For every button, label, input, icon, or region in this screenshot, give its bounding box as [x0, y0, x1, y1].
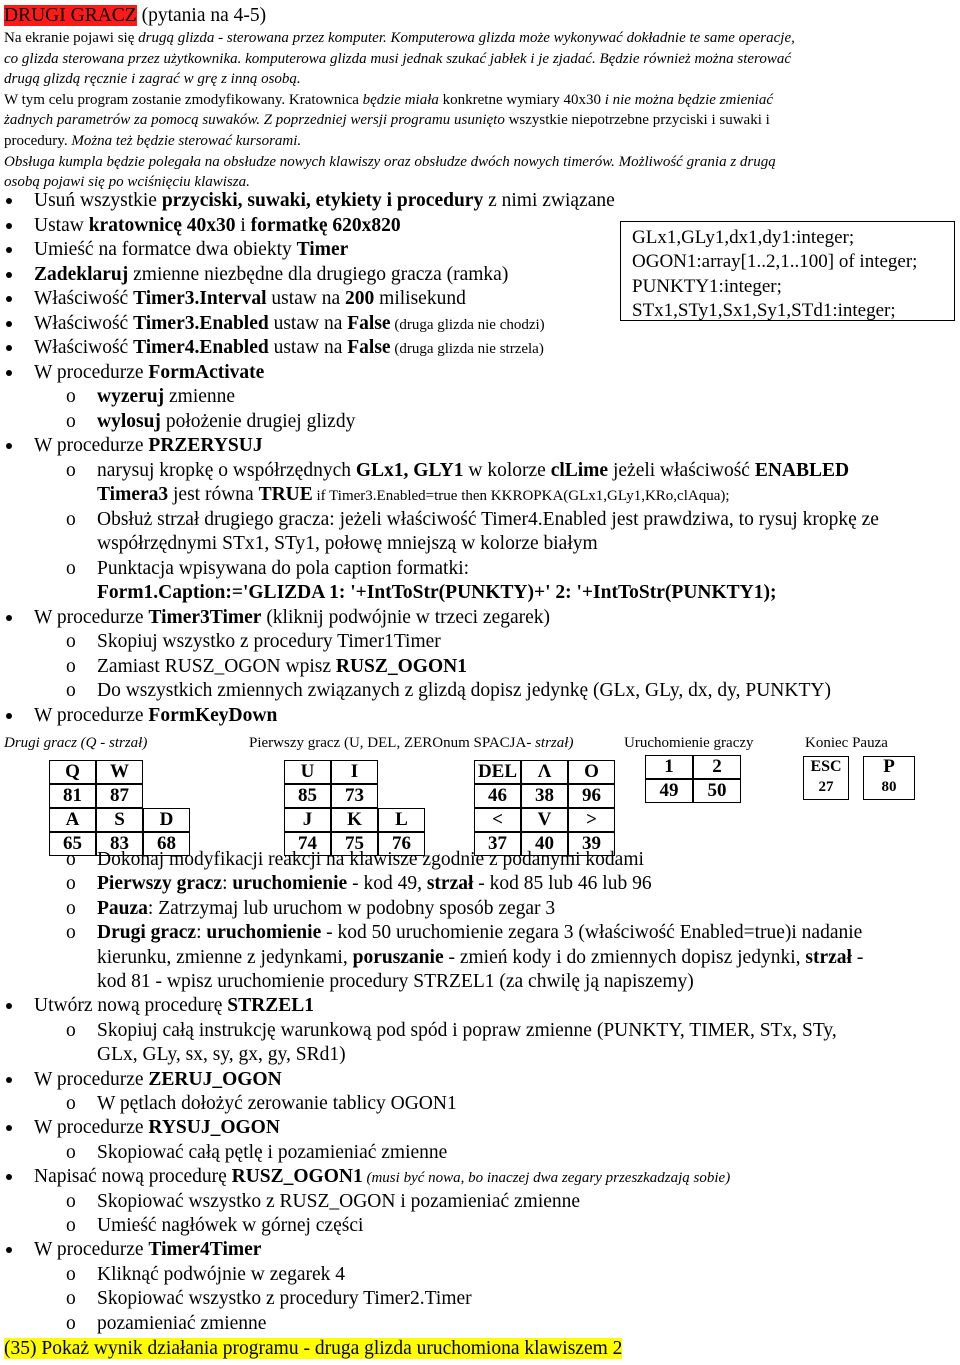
item-text: [97, 630, 441, 654]
text-run: RYSUJ_OGON: [148, 1117, 280, 1139]
item-text: [34, 189, 615, 213]
item-text: [97, 1043, 346, 1067]
text-run: W procedurze: [34, 361, 149, 383]
text-run: GLx, GLy, sx, sy, gx, gy, SRd1): [97, 1044, 346, 1066]
item-text: [97, 1312, 266, 1336]
text-run: zmienne niezbędne dla drugiego gracza (ramka): [128, 263, 509, 285]
text-run: False: [347, 337, 391, 358]
player2-key-cell: A: [49, 808, 96, 832]
text-run: W procedurze: [34, 606, 149, 628]
key-header-start: Uruchomienie graczy: [624, 735, 754, 751]
player1-key-cell: I: [331, 760, 378, 784]
text-run: żadnych parametrów za pomocą suwaków. Z poprzedniej wersji programu usunięto: [4, 112, 509, 129]
circle-marker-icon: o: [66, 1093, 76, 1114]
circle-marker-icon: o: [66, 1263, 76, 1285]
item-text: [97, 1092, 457, 1116]
text-run: False: [347, 312, 391, 334]
circle-marker-icon: o: [66, 1141, 76, 1163]
text-run: Obsługa kumpla będzie polegała na obsłudze nowych klawiszy oraz obsłudze dwóch nowych timerów. Możliwość grania z drugą: [4, 153, 776, 170]
text-run: Timer4Timer: [148, 1239, 262, 1261]
item-text: [34, 704, 277, 728]
item-text: [97, 679, 831, 703]
item-text: [97, 459, 849, 483]
text-run: Obsłuż strzał drugiego gracza: jeżeli właściwość Timer4.Enabled jest prawdziwa, to rysuj kropkę ze: [97, 508, 879, 530]
intro-line: [4, 131, 954, 152]
text-run: - kod 49,: [347, 873, 427, 895]
player1-key-cell: 74: [284, 832, 331, 856]
item-text: [97, 508, 879, 532]
bullet-icon: [6, 1247, 12, 1253]
text-run: Pierwszy gracz: [97, 873, 223, 895]
text-run: Drugi gracz: [97, 922, 197, 944]
text-run: Właściwość: [34, 312, 134, 334]
bullet-icon: [6, 1003, 12, 1009]
item-text: [34, 214, 401, 238]
player1-key-cell: U: [284, 760, 331, 784]
circle-marker-icon: o: [66, 1190, 76, 1212]
player2-key-cell: 68: [143, 832, 190, 856]
text-run: - kod 85 lub 46 lub 96: [473, 873, 652, 895]
variable-declaration: OGON1:array[1..2,1..100] of integer;: [632, 251, 918, 273]
text-run: Kliknąć podwójnie w zegarek 4: [97, 1263, 345, 1285]
text-run: milisekund: [374, 288, 466, 309]
text-run: osobą pojawi się po wciśnięciu klawisza.: [4, 174, 250, 191]
item-text: [97, 581, 776, 605]
item-text: [34, 434, 263, 458]
text-run: Timer3.Interval: [133, 288, 267, 309]
bullet-icon: [6, 1174, 12, 1180]
text-run: jeżeli właściwość: [608, 459, 755, 481]
item-text: [97, 410, 355, 434]
item-text: [97, 946, 863, 970]
item-text: [97, 1019, 837, 1043]
item-text: [97, 1287, 472, 1311]
text-run: Skopiować wszystko z procedury Timer2.Timer: [97, 1288, 472, 1310]
player1-special-key-cell: <: [474, 808, 521, 832]
player1-special-key-cell: 37: [474, 832, 521, 856]
circle-marker-icon: o: [66, 386, 76, 407]
circle-marker-icon: o: [66, 680, 76, 701]
item-text: [97, 385, 235, 409]
pause-key-text: P: [883, 756, 895, 777]
circle-marker-icon: o: [66, 849, 76, 870]
intro-line: [4, 152, 954, 173]
text-run: FormActivate: [148, 361, 265, 383]
text-run: -: [851, 946, 864, 968]
bullet-icon: [6, 1125, 12, 1131]
intro-paragraph: [4, 28, 954, 193]
item-text: [34, 994, 314, 1018]
item-text: [97, 970, 694, 994]
item-text: [34, 312, 545, 337]
text-run: Timer3.Enabled: [133, 312, 269, 334]
text-run: Skopiować wszystko z RUSZ_OGON i pozamieniać zmienne: [97, 1190, 581, 1212]
circle-marker-icon: o: [66, 1288, 76, 1310]
text-run: W procedurze: [34, 704, 149, 726]
text-run: W procedurze: [34, 1117, 149, 1139]
text-run: będzie miała: [362, 91, 443, 108]
footer-note: [4, 1337, 622, 1361]
text-run: Timer4.Enabled: [133, 337, 269, 358]
player1-special-key-cell: >: [568, 808, 615, 832]
title-highlight: DRUGI GRACZ: [4, 5, 137, 26]
bullet-icon: [6, 247, 12, 253]
text-run: (kliknij podwójnie w trzeci zegarek): [261, 606, 551, 628]
player1-special-key-cell: 38: [521, 784, 568, 808]
footer-highlight: (35) Pokaż wynik działania programu - druga glizda uruchomiona klawiszem 2: [4, 1338, 623, 1359]
player2-key-cell: W: [96, 760, 143, 784]
text-run: FormKeyDown: [148, 704, 278, 726]
start-key-cell: 2: [693, 755, 741, 779]
item-text: [97, 557, 469, 581]
text-run: Do wszystkich zmiennych związanych z glizdą dopisz jedynkę (GLx, GLy, dx, dy, PUNKTY): [97, 680, 831, 701]
intro-line: [4, 110, 954, 131]
player2-key-cell: 65: [49, 832, 96, 856]
player1-special-key-cell: 46: [474, 784, 521, 808]
text-run: Kratownica: [288, 91, 363, 108]
esc-key-text: 27: [818, 779, 834, 795]
text-run: i nie można będzie zmieniać: [604, 91, 774, 108]
item-text: [97, 1214, 363, 1238]
text-run: wyzeruj: [97, 386, 165, 407]
text-run: RUSZ_OGON1: [335, 655, 467, 677]
bullet-icon: [6, 713, 12, 719]
player1-key-cell: J: [284, 808, 331, 832]
text-run: Skopiuj wszystko z procedury Timer1Timer: [97, 631, 441, 652]
circle-marker-icon: o: [66, 557, 76, 579]
text-run: uruchomienie: [206, 922, 322, 944]
item-text: [34, 287, 466, 311]
text-run: i: [235, 214, 251, 236]
circle-marker-icon: o: [66, 410, 76, 432]
circle-marker-icon: o: [66, 1019, 76, 1041]
text-run: W pętlach dołożyć zerowanie tablicy OGON1: [97, 1093, 457, 1114]
text-run: konkretne wymiary 40x30: [442, 91, 605, 108]
item-text: [97, 483, 730, 508]
player1-special-key-cell: 39: [568, 832, 615, 856]
text-run: kierunku, zmienne z jedynkami,: [97, 946, 353, 968]
item-text: [97, 848, 644, 872]
item-text: [34, 238, 348, 262]
player1-special-key-cell: O: [568, 760, 615, 784]
bullet-icon: [6, 296, 12, 302]
page-title: [4, 4, 266, 28]
text-run: clLime: [550, 459, 609, 481]
text-run: (druga glizda nie strzela): [390, 341, 544, 357]
item-text: [34, 1165, 730, 1190]
key-header-player2: Drugi gracz (Q - strzał): [4, 735, 148, 751]
text-run: Pauza: [97, 897, 148, 919]
text-run: Umieść nagłówek w górnej części: [97, 1215, 364, 1236]
item-text: [34, 1068, 282, 1092]
item-text: [34, 1238, 261, 1262]
title-rest: (pytania na 4-5): [136, 5, 267, 26]
text-run: :: [222, 873, 233, 895]
bullet-icon: [6, 223, 12, 229]
text-run: współrzędnymi STx1, STy1, połowę mniejszą w kolorze białym: [97, 533, 598, 554]
text-run: Na ekranie pojawi się: [4, 30, 139, 46]
text-run: wylosuj: [97, 410, 161, 432]
text-run: drugą glizdą ręcznie i zagrać w grę z inną osobą.: [4, 71, 301, 88]
player1-special-key-cell: V: [521, 808, 568, 832]
player1-key-cell: K: [331, 808, 378, 832]
text-run: strzał: [805, 946, 852, 968]
bullet-icon: [6, 443, 12, 449]
item-text: [97, 655, 467, 679]
text-run: - kod 50 uruchomienie zegara 3 (właściwość Enabled=true)i nadanie: [321, 922, 863, 944]
text-run: zmienne: [164, 386, 236, 407]
text-run: Form1.Caption:='GLIZDA 1: '+IntToStr(PUNKTY)+' 2: '+IntToStr(PUNKTY1);: [97, 582, 777, 603]
text-run: if Timer3.Enabled=true then KKROPKA(GLx1,GLy1,KRo,clAqua);: [312, 488, 730, 504]
player1-key-cell: 76: [378, 832, 425, 856]
circle-marker-icon: o: [66, 655, 76, 677]
player1-key-cell: L: [378, 808, 425, 832]
item-text: [97, 921, 862, 945]
bullet-icon: [6, 345, 12, 351]
text-run: co glizda sterowana przez użytkownika. komputerowa glizda musi jednak szukać jabłek i je zjadać. Będzie również można sterować: [4, 50, 792, 67]
text-run: W procedurze: [34, 1068, 149, 1090]
intro-line: [4, 49, 954, 70]
player1-special-key-cell: DEL: [474, 760, 521, 784]
text-run: GLx1, GLY1: [355, 459, 464, 481]
item-text: [34, 361, 264, 385]
bullet-icon: [6, 615, 12, 621]
esc-key: [803, 756, 849, 800]
text-run: kratownicę 40x30: [88, 214, 236, 236]
item-text: [97, 897, 555, 921]
text-run: Dokonaj modyfikacji reakcji na klawisze zgodnie z podanymi kodami: [97, 849, 644, 870]
text-run: : Zatrzymaj lub uruchom w podobny sposób zegar 3: [147, 897, 556, 919]
item-text: [97, 1141, 447, 1165]
bullet-icon: [6, 198, 12, 204]
circle-marker-icon: o: [66, 508, 76, 530]
item-text: [34, 1116, 280, 1140]
circle-marker-icon: o: [66, 1312, 76, 1334]
start-key-cell: 49: [645, 779, 693, 803]
text-run: kod 81 - wpisz uruchomienie procedury STRZEL1 (za chwilę ją napiszemy): [97, 971, 694, 992]
variable-declaration: PUNKTY1:integer;: [632, 275, 782, 297]
circle-marker-icon: o: [66, 873, 76, 895]
bullet-icon: [6, 370, 12, 376]
text-run: W tym celu program zostanie zmodyfikowany.: [4, 91, 289, 108]
text-run: Zadeklaruj: [34, 263, 129, 285]
text-run: Właściwość: [34, 288, 134, 309]
player1-special-key-cell: Λ: [521, 760, 568, 784]
text-run: STRZEL1: [227, 995, 314, 1017]
circle-marker-icon: o: [66, 922, 76, 944]
text-run: położenie drugiej glizdy: [160, 410, 356, 432]
text-run: 200: [345, 288, 375, 309]
key-header-pause: Koniec Pauza: [805, 735, 888, 751]
circle-marker-icon: o: [66, 631, 76, 652]
intro-line: [4, 28, 954, 49]
text-run: z nimi związane: [483, 190, 615, 211]
player1-key-cell: 75: [331, 832, 378, 856]
player2-key-cell: 87: [96, 784, 143, 808]
start-key-cell: 50: [693, 779, 741, 803]
text-run: (druga glizda nie chodzi): [390, 316, 545, 333]
text-run: ustaw na: [268, 337, 348, 358]
text-run: Punktacja wpisywana do pola caption formatki:: [97, 557, 470, 579]
pause-key-text: 80: [881, 779, 897, 795]
text-run: ENABLED: [754, 459, 850, 481]
bullet-icon: [6, 321, 12, 327]
text-run: jest równa: [168, 484, 259, 505]
item-text: [97, 532, 598, 556]
text-run: ZERUJ_OGON: [148, 1068, 282, 1090]
circle-marker-icon: o: [66, 459, 76, 481]
text-run: procedury.: [4, 132, 72, 149]
text-run: Timer: [296, 239, 349, 260]
text-run: ustaw na: [268, 312, 348, 334]
circle-marker-icon: o: [66, 897, 76, 919]
text-run: (musi być nowa, bo inaczej dwa zegary przeszkadzają sobie): [362, 1170, 731, 1187]
item-text: [97, 872, 652, 896]
text-run: Napisać nową procedurę: [34, 1166, 232, 1188]
text-run: RUSZ_OGON1: [231, 1166, 363, 1188]
text-run: drugą glizda - sterowana przez komputer. Komputerowa glizda może wykonywać dokładnie te same operacje,: [138, 30, 795, 46]
text-run: Właściwość: [34, 337, 134, 358]
text-run: TRUE: [258, 484, 313, 505]
text-run: narysuj kropkę o współrzędnych: [97, 459, 356, 481]
variable-declarations-box: [620, 221, 955, 321]
player2-key-cell: S: [96, 808, 143, 832]
text-run: Ustaw: [34, 214, 89, 236]
bullet-icon: [6, 272, 12, 278]
text-run: Umieść na formatce dwa obiekty: [34, 239, 297, 260]
text-run: strzał: [426, 873, 474, 895]
player1-special-key-cell: 96: [568, 784, 615, 808]
text-run: ustaw na: [266, 288, 346, 309]
text-run: poruszanie: [352, 946, 444, 968]
bullet-icon: [6, 1077, 12, 1083]
text-run: W procedurze: [34, 1239, 149, 1261]
text-run: przyciski, suwaki, etykiety i procedury: [161, 190, 484, 211]
key-header-player1: Pierwszy gracz (U, DEL, ZEROnum SPACJA- strzał): [249, 735, 574, 751]
pause-key: [863, 756, 915, 800]
player2-key-cell: 83: [96, 832, 143, 856]
text-run: formatkę 620x820: [250, 214, 401, 236]
item-text: [97, 1190, 580, 1214]
text-run: Timer3Timer: [148, 606, 262, 628]
text-run: pozamieniać zmienne: [97, 1312, 267, 1334]
text-run: :: [196, 922, 207, 944]
player2-key-cell: D: [143, 808, 190, 832]
item-text: [34, 263, 508, 287]
text-run: W procedurze: [34, 435, 149, 456]
text-run: Skopiować całą pętlę i pozamieniać zmienne: [97, 1141, 448, 1163]
variable-declaration: STx1,STy1,Sx1,Sy1,STd1:integer;: [632, 299, 896, 321]
player1-key-cell: 73: [331, 784, 378, 808]
text-run: wszystkie niepotrzebne przyciski i suwaki i: [508, 112, 770, 129]
text-run: PRZERYSUJ: [148, 435, 263, 456]
circle-marker-icon: o: [66, 1215, 76, 1236]
text-run: Można też będzie sterować kursorami.: [71, 132, 302, 149]
variable-declaration: GLx1,GLy1,dx1,dy1:integer;: [632, 227, 855, 248]
text-run: - zmień kody i do zmiennych dopisz jedynki,: [443, 946, 806, 968]
player1-key-cell: 85: [284, 784, 331, 808]
text-run: Utwórz nową procedurę: [34, 995, 228, 1017]
item-text: [34, 606, 550, 630]
player2-key-cell: 81: [49, 784, 96, 808]
start-key-cell: 1: [645, 755, 693, 779]
intro-line: [4, 90, 954, 111]
text-run: Skopiuj całą instrukcję warunkową pod spód i popraw zmienne (PUNKTY, TIMER, STx, STy,: [97, 1019, 837, 1041]
text-run: uruchomienie: [232, 873, 348, 895]
intro-line: [4, 69, 954, 90]
text-run: Timera3: [97, 484, 169, 505]
text-run: Zamiast RUSZ_OGON wpisz: [97, 655, 336, 677]
player1-special-key-cell: 40: [521, 832, 568, 856]
item-text: [34, 336, 544, 361]
item-text: [97, 1263, 345, 1287]
player2-key-cell: Q: [49, 760, 96, 784]
esc-key-text: ESC: [810, 758, 842, 775]
text-run: w kolorze: [463, 459, 551, 481]
text-run: Usuń wszystkie: [34, 190, 162, 211]
